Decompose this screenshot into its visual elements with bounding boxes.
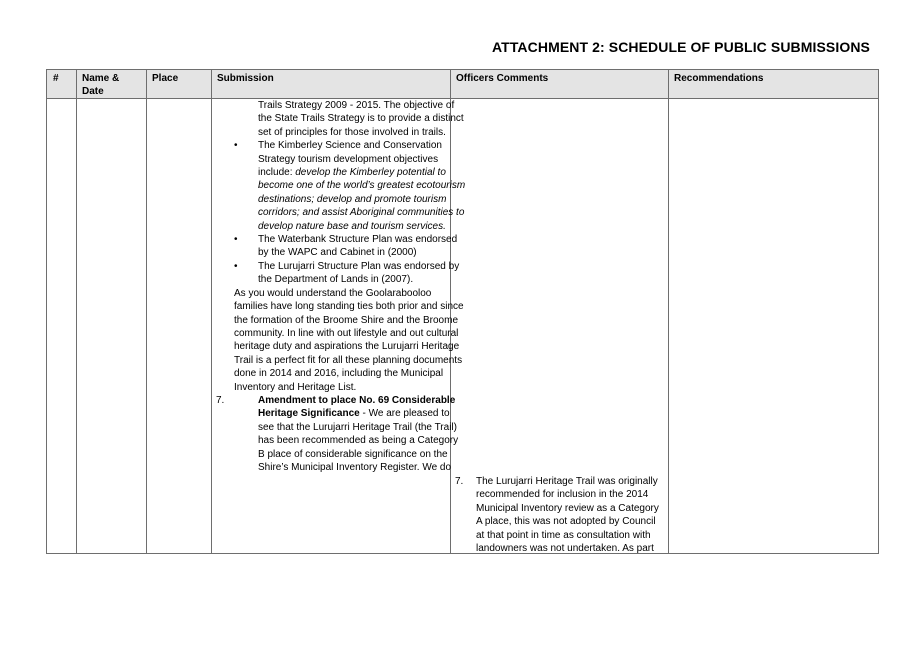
- continued-text: Trails Strategy 2009 - 2015. The objective of the State Trails Strategy is to provide a distinct set of principles for those involved in trails.: [258, 100, 464, 138]
- column-divider: [668, 70, 669, 553]
- bullet-text: The Kimberley Science and Conservation Strategy tourism development objectives include:: [258, 140, 442, 179]
- submission-paragraph: As you would understand the Goolarabooloo families have long standing ties both prior and since the formation of the Broome Shire and the Broome community. In line with out lifestyle and out cultural heritage duty and aspirations the Lurujarri Heritage Trail is a perfect fit for all these planning documents done in 2014 and 2016, including the Municipal Inventory and Heritage List.: [234, 287, 464, 393]
- bullet-icon: •: [234, 260, 238, 272]
- header-number: #: [53, 73, 59, 84]
- bullet-text: The Lurujarri Structure Plan was endorsed by the Department of Lands in (2007).: [258, 260, 460, 286]
- header-submission: Submission: [217, 73, 274, 84]
- submission-cell: [216, 99, 466, 474]
- column-divider: [211, 70, 212, 553]
- item-number: 7.: [216, 394, 225, 406]
- officers-comments-cell: [455, 475, 665, 555]
- numbered-item: [216, 394, 466, 474]
- bullet-italic-text: develop the Kimberley potential to become one of the world’s greatest ecotourism destinations; develop and promote tourism corridors; and assist Aboriginal communities to develop nature base and tourism services.: [258, 167, 466, 232]
- header-place: Place: [152, 73, 179, 84]
- list-item: [234, 260, 466, 287]
- column-divider: [146, 70, 147, 553]
- item-number: 7.: [455, 476, 464, 487]
- header-recommendations: Recommendations: [674, 73, 764, 84]
- submission-continued-text: [234, 99, 466, 139]
- list-item: [234, 139, 466, 233]
- header-officers-comments: Officers Comments: [456, 73, 549, 84]
- bullet-icon: •: [234, 140, 238, 152]
- numbered-item: [455, 475, 665, 555]
- bullet-icon: •: [234, 234, 238, 246]
- column-divider: [76, 70, 77, 553]
- item-text: The Lurujarri Heritage Trail was originally recommended for inclusion in the 2014 Municipal Inventory review as a Category A place, this was not adopted by Council at that point in time as consultation with landowners was not undertaken. As part: [476, 476, 659, 555]
- page-title: ATTACHMENT 2: SCHEDULE OF PUBLIC SUBMISSIONS: [492, 39, 870, 55]
- header-name-date: Name & Date: [82, 73, 120, 97]
- item-heading: Amendment to place No. 69 Considerable Heritage Significance: [258, 394, 456, 420]
- list-item: [234, 233, 466, 260]
- bullet-text: The Waterbank Structure Plan was endorsed by the WAPC and Cabinet in (2000): [258, 234, 458, 259]
- submissions-table: [46, 69, 879, 554]
- item-text: - We are pleased to see that the Lurujarri Heritage Trail (the Trail) has been recommended as being a Category B place of considerable significance on the Shire’s Municipal Inventory Register. We do: [258, 408, 459, 473]
